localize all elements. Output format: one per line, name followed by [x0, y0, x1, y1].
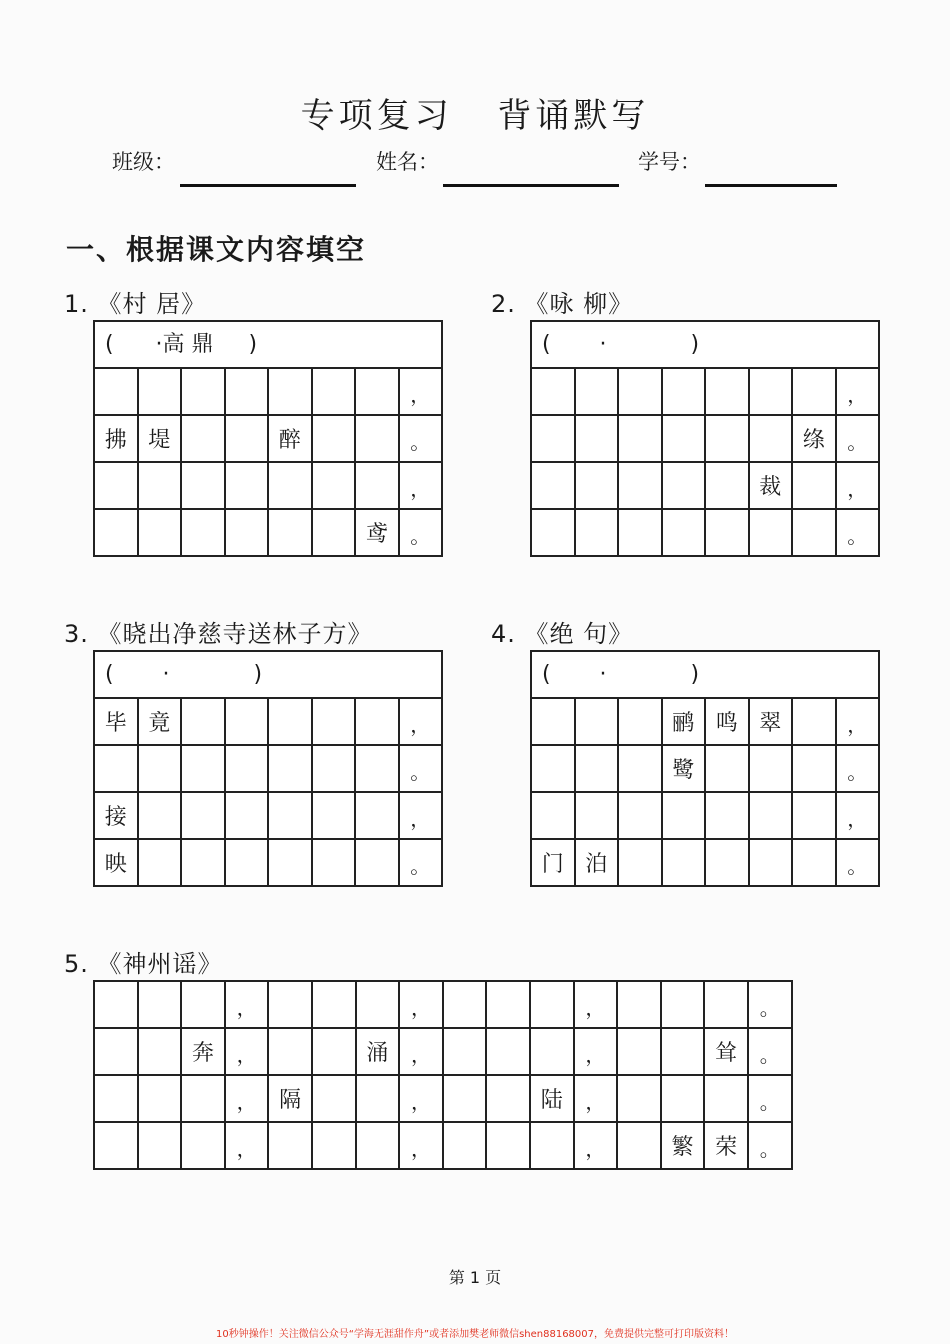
grid-3-cell-r3c4[interactable] [226, 793, 270, 840]
grid-2-cell-r1c1[interactable] [532, 369, 576, 416]
grid-4-cell-r3c5[interactable] [706, 793, 750, 840]
grid-5-cell-r3c9[interactable] [444, 1076, 488, 1123]
grid-3-cell-r4c5[interactable] [269, 840, 313, 887]
grid-4-cell-r1c4: 鹂 [663, 699, 707, 746]
grid-5-cell-r2c9[interactable] [444, 1029, 488, 1076]
grid-3-cell-r1c7[interactable] [356, 699, 400, 746]
grid-4-cell-r1c6: 翠 [750, 699, 794, 746]
grid-3-cell-r3c1: 接 [95, 793, 139, 840]
grid-5-cell-r4c4: ， [226, 1123, 270, 1170]
grid-5-cell-r2c16: 。 [749, 1029, 793, 1076]
grid-2-cell-r3c8: ， [837, 463, 881, 510]
grid-5-cell-r1c15[interactable] [705, 982, 749, 1029]
grid-1-cell-r3c4[interactable] [226, 463, 270, 510]
grid-5-cell-r2c11[interactable] [531, 1029, 575, 1076]
grid-1-cell-r3c3[interactable] [182, 463, 226, 510]
grid-4-cell-r2c5[interactable] [706, 746, 750, 793]
grid-1-cell-r2c4[interactable] [226, 416, 270, 463]
grid-3-cell-r1c5[interactable] [269, 699, 313, 746]
grid-2-cell-r1c8: ， [837, 369, 881, 416]
grid-2-cell-r2c1[interactable] [532, 416, 576, 463]
grid-4-cell-r1c7[interactable] [793, 699, 837, 746]
grid-5-cell-r3c13[interactable] [618, 1076, 662, 1123]
grid-5-cell-r1c2[interactable] [139, 982, 183, 1029]
grid-5-cell-r3c8: ， [400, 1076, 444, 1123]
grid-2-cell-r1c5[interactable] [706, 369, 750, 416]
grid-3-cell-r1c3[interactable] [182, 699, 226, 746]
grid-1-cell-r1c4[interactable] [226, 369, 270, 416]
grid-5-cell-r4c5[interactable] [269, 1123, 313, 1170]
grid-1-cell-r3c6[interactable] [313, 463, 357, 510]
grid-3-cell-r3c8: ， [400, 793, 444, 840]
grid-3-cell-r1c2: 竟 [139, 699, 183, 746]
grid-3-cell-r4c7[interactable] [356, 840, 400, 887]
grid-4-cell-r2c4: 鹭 [663, 746, 707, 793]
poem-grid-3 [93, 650, 443, 887]
grid-2-cell-r4c2[interactable] [576, 510, 620, 557]
grid-1-cell-r2c1: 拂 [95, 416, 139, 463]
grid-1-cell-r3c7[interactable] [356, 463, 400, 510]
grid-2-cell-r3c7[interactable] [793, 463, 837, 510]
poem-title-1: 1. 《村 居》 [64, 290, 207, 318]
grid-1-cell-r4c5[interactable] [269, 510, 313, 557]
grid-1-cell-r3c1[interactable] [95, 463, 139, 510]
grid-3-cell-r2c2[interactable] [139, 746, 183, 793]
grid-1-cell-r4c2[interactable] [139, 510, 183, 557]
grid-3-cell-r3c7[interactable] [356, 793, 400, 840]
grid-5-cell-r3c7[interactable] [357, 1076, 401, 1123]
grid-5-cell-r2c3: 奔 [182, 1029, 226, 1076]
grid-4-cell-r2c3[interactable] [619, 746, 663, 793]
grid-3-cell-r1c6[interactable] [313, 699, 357, 746]
grid-2-cell-r3c3[interactable] [619, 463, 663, 510]
grid-4-cell-r4c2: 泊 [576, 840, 620, 887]
grid-3-cell-r4c3[interactable] [182, 840, 226, 887]
grid-3-cell-r3c3[interactable] [182, 793, 226, 840]
grid-1-cell-r1c2[interactable] [139, 369, 183, 416]
grid-2-cell-r2c3[interactable] [619, 416, 663, 463]
grid-2-cell-r3c1[interactable] [532, 463, 576, 510]
grid-5-cell-r3c4: ， [226, 1076, 270, 1123]
grid-2-cell-r2c4[interactable] [663, 416, 707, 463]
grid-5-cell-r2c15: 耸 [705, 1029, 749, 1076]
grid-4-cell-r4c5[interactable] [706, 840, 750, 887]
grid-4-cell-r1c1[interactable] [532, 699, 576, 746]
grid-1-cell-r3c2[interactable] [139, 463, 183, 510]
grid-5-cell-r4c6[interactable] [313, 1123, 357, 1170]
grid-3-cell-r3c6[interactable] [313, 793, 357, 840]
grid-5-cell-r4c13[interactable] [618, 1123, 662, 1170]
grid-3-cell-r4c1: 映 [95, 840, 139, 887]
grid-2-cell-r3c6: 裁 [750, 463, 794, 510]
poem-header-4[interactable]: ( · ) [532, 652, 880, 699]
grid-5-cell-r4c15: 荣 [705, 1123, 749, 1170]
grid-5-cell-r3c16: 。 [749, 1076, 793, 1123]
grid-2-cell-r3c4[interactable] [663, 463, 707, 510]
grid-5-cell-r3c5: 隔 [269, 1076, 313, 1123]
grid-4-cell-r3c3[interactable] [619, 793, 663, 840]
grid-5-cell-r1c3[interactable] [182, 982, 226, 1029]
grid-5-cell-r4c11[interactable] [531, 1123, 575, 1170]
grid-5-cell-r3c14[interactable] [662, 1076, 706, 1123]
grid-4-cell-r3c2[interactable] [576, 793, 620, 840]
grid-5-cell-r1c8: ， [400, 982, 444, 1029]
grid-5-cell-r3c6[interactable] [313, 1076, 357, 1123]
grid-4-cell-r2c7[interactable] [793, 746, 837, 793]
grid-5-cell-r2c8: ， [400, 1029, 444, 1076]
grid-5-cell-r1c14[interactable] [662, 982, 706, 1029]
grid-5-cell-r1c5[interactable] [269, 982, 313, 1029]
grid-4-cell-r4c1: 门 [532, 840, 576, 887]
grid-4-cell-r3c4[interactable] [663, 793, 707, 840]
grid-4-cell-r4c4[interactable] [663, 840, 707, 887]
grid-1-cell-r4c7: 鸢 [356, 510, 400, 557]
grid-5-cell-r4c12: ， [575, 1123, 619, 1170]
grid-2-cell-r4c1[interactable] [532, 510, 576, 557]
poem-title-3: 3. 《晓出净慈寺送林子方》 [64, 620, 373, 648]
grid-5-cell-r1c10[interactable] [487, 982, 531, 1029]
grid-5-cell-r1c6[interactable] [313, 982, 357, 1029]
grid-5-cell-r1c1[interactable] [95, 982, 139, 1029]
name-label: 姓名： [376, 150, 439, 174]
grid-5-cell-r2c10[interactable] [487, 1029, 531, 1076]
student-id-label: 学号： [638, 150, 701, 174]
grid-3-cell-r2c7[interactable] [356, 746, 400, 793]
grid-5-cell-r1c11[interactable] [531, 982, 575, 1029]
grid-3-cell-r2c8: 。 [400, 746, 444, 793]
grid-5-cell-r2c7: 涌 [357, 1029, 401, 1076]
grid-4-cell-r1c2[interactable] [576, 699, 620, 746]
poem-title-4: 4. 《绝 句》 [491, 620, 634, 648]
grid-3-cell-r4c6[interactable] [313, 840, 357, 887]
grid-4-cell-r1c5: 鸣 [706, 699, 750, 746]
student-id-field-line[interactable] [705, 184, 837, 187]
grid-3-cell-r2c1[interactable] [95, 746, 139, 793]
grid-5-cell-r2c1[interactable] [95, 1029, 139, 1076]
grid-2-cell-r4c6[interactable] [750, 510, 794, 557]
grid-1-cell-r2c5: 醉 [269, 416, 313, 463]
name-field-line[interactable] [443, 184, 619, 187]
grid-5-cell-r2c13[interactable] [618, 1029, 662, 1076]
grid-3-cell-r3c5[interactable] [269, 793, 313, 840]
grid-5-cell-r4c14: 繁 [662, 1123, 706, 1170]
grid-4-cell-r3c6[interactable] [750, 793, 794, 840]
grid-3-cell-r4c8: 。 [400, 840, 444, 887]
grid-1-cell-r3c5[interactable] [269, 463, 313, 510]
grid-3-cell-r4c2[interactable] [139, 840, 183, 887]
grid-4-cell-r4c3[interactable] [619, 840, 663, 887]
grid-5-cell-r2c14[interactable] [662, 1029, 706, 1076]
class-label: 班级： [112, 150, 175, 174]
grid-1-cell-r1c8: ， [400, 369, 444, 416]
grid-2-cell-r2c7: 绦 [793, 416, 837, 463]
grid-5-cell-r4c1[interactable] [95, 1123, 139, 1170]
grid-5-cell-r1c9[interactable] [444, 982, 488, 1029]
grid-5-cell-r3c3[interactable] [182, 1076, 226, 1123]
grid-2-cell-r4c3[interactable] [619, 510, 663, 557]
grid-3-cell-r2c6[interactable] [313, 746, 357, 793]
poem-grid-2 [530, 320, 880, 557]
grid-3-cell-r4c4[interactable] [226, 840, 270, 887]
grid-3-cell-r1c8: ， [400, 699, 444, 746]
grid-1-cell-r2c2: 堤 [139, 416, 183, 463]
poem-title-2: 2. 《咏 柳》 [491, 290, 634, 318]
grid-3-cell-r3c2[interactable] [139, 793, 183, 840]
grid-2-cell-r1c3[interactable] [619, 369, 663, 416]
poem-grid-1 [93, 320, 443, 557]
grid-5-cell-r1c7[interactable] [357, 982, 401, 1029]
grid-1-cell-r4c1[interactable] [95, 510, 139, 557]
grid-1-cell-r1c5[interactable] [269, 369, 313, 416]
grid-2-cell-r3c2[interactable] [576, 463, 620, 510]
grid-3-cell-r1c4[interactable] [226, 699, 270, 746]
grid-4-cell-r2c2[interactable] [576, 746, 620, 793]
grid-1-cell-r4c4[interactable] [226, 510, 270, 557]
grid-5-cell-r3c15[interactable] [705, 1076, 749, 1123]
grid-5-cell-r2c5[interactable] [269, 1029, 313, 1076]
grid-4-cell-r2c6[interactable] [750, 746, 794, 793]
grid-5-cell-r4c3[interactable] [182, 1123, 226, 1170]
grid-5-cell-r4c10[interactable] [487, 1123, 531, 1170]
grid-4-cell-r3c7[interactable] [793, 793, 837, 840]
grid-1-cell-r2c7[interactable] [356, 416, 400, 463]
grid-5-cell-r3c11: 陆 [531, 1076, 575, 1123]
grid-4-cell-r2c8: 。 [837, 746, 881, 793]
grid-1-cell-r1c3[interactable] [182, 369, 226, 416]
grid-1-cell-r4c3[interactable] [182, 510, 226, 557]
grid-1-cell-r1c1[interactable] [95, 369, 139, 416]
grid-4-cell-r4c7[interactable] [793, 840, 837, 887]
grid-5-cell-r2c2[interactable] [139, 1029, 183, 1076]
grid-5-cell-r2c12: ， [575, 1029, 619, 1076]
grid-2-cell-r4c7[interactable] [793, 510, 837, 557]
grid-1-cell-r4c8: 。 [400, 510, 444, 557]
grid-1-cell-r1c7[interactable] [356, 369, 400, 416]
grid-3-cell-r2c5[interactable] [269, 746, 313, 793]
poem-header-2[interactable]: ( · ) [532, 322, 880, 369]
grid-3-cell-r2c4[interactable] [226, 746, 270, 793]
poem-header-1[interactable]: ( ·高 鼎 ) [95, 322, 443, 369]
grid-1-cell-r2c8: 。 [400, 416, 444, 463]
grid-4-cell-r2c1[interactable] [532, 746, 576, 793]
grid-2-cell-r4c4[interactable] [663, 510, 707, 557]
poem-grid-5 [93, 980, 793, 1170]
grid-2-cell-r3c5[interactable] [706, 463, 750, 510]
grid-5-cell-r1c13[interactable] [618, 982, 662, 1029]
page-title: 专项复习 背诵默写 [300, 96, 650, 136]
grid-2-cell-r2c2[interactable] [576, 416, 620, 463]
grid-4-cell-r4c8: 。 [837, 840, 881, 887]
grid-4-cell-r3c1[interactable] [532, 793, 576, 840]
grid-4-cell-r3c8: ， [837, 793, 881, 840]
poem-header-3[interactable]: ( · ) [95, 652, 443, 699]
grid-5-cell-r1c16: 。 [749, 982, 793, 1029]
grid-2-cell-r1c2[interactable] [576, 369, 620, 416]
grid-5-cell-r1c12: ， [575, 982, 619, 1029]
grid-4-cell-r1c8: ， [837, 699, 881, 746]
grid-2-cell-r2c5[interactable] [706, 416, 750, 463]
grid-2-cell-r1c7[interactable] [793, 369, 837, 416]
grid-5-cell-r4c16: 。 [749, 1123, 793, 1170]
grid-2-cell-r2c6[interactable] [750, 416, 794, 463]
grid-2-cell-r4c8: 。 [837, 510, 881, 557]
grid-1-cell-r2c3[interactable] [182, 416, 226, 463]
class-field-line[interactable] [180, 184, 356, 187]
grid-3-cell-r1c1: 毕 [95, 699, 139, 746]
grid-2-cell-r1c6[interactable] [750, 369, 794, 416]
page-number: 第 1 页 [448, 1268, 502, 1287]
grid-2-cell-r1c4[interactable] [663, 369, 707, 416]
grid-1-cell-r1c6[interactable] [313, 369, 357, 416]
grid-5-cell-r2c6[interactable] [313, 1029, 357, 1076]
footer-note: 10秒钟操作！关注微信公众号“学海无涯甜作舟”或者添加樊老师微信shen88168007，免费提供完整可打印版资料！ [215, 1329, 735, 1340]
grid-4-cell-r1c3[interactable] [619, 699, 663, 746]
grid-1-cell-r2c6[interactable] [313, 416, 357, 463]
grid-3-cell-r2c3[interactable] [182, 746, 226, 793]
grid-5-cell-r3c2[interactable] [139, 1076, 183, 1123]
grid-5-cell-r4c9[interactable] [444, 1123, 488, 1170]
grid-2-cell-r2c8: 。 [837, 416, 881, 463]
grid-5-cell-r3c1[interactable] [95, 1076, 139, 1123]
section-title: 一、根据课文内容填空 [66, 233, 367, 266]
grid-5-cell-r4c8: ， [400, 1123, 444, 1170]
grid-4-cell-r4c6[interactable] [750, 840, 794, 887]
grid-5-cell-r1c4: ， [226, 982, 270, 1029]
grid-1-cell-r4c6[interactable] [313, 510, 357, 557]
grid-5-cell-r4c7[interactable] [357, 1123, 401, 1170]
poem-title-5: 5. 《神州谣》 [64, 950, 223, 978]
poem-grid-4 [530, 650, 880, 887]
grid-5-cell-r4c2[interactable] [139, 1123, 183, 1170]
grid-5-cell-r2c4: ， [226, 1029, 270, 1076]
grid-2-cell-r4c5[interactable] [706, 510, 750, 557]
grid-5-cell-r3c12: ， [575, 1076, 619, 1123]
grid-1-cell-r3c8: ， [400, 463, 444, 510]
grid-5-cell-r3c10[interactable] [487, 1076, 531, 1123]
